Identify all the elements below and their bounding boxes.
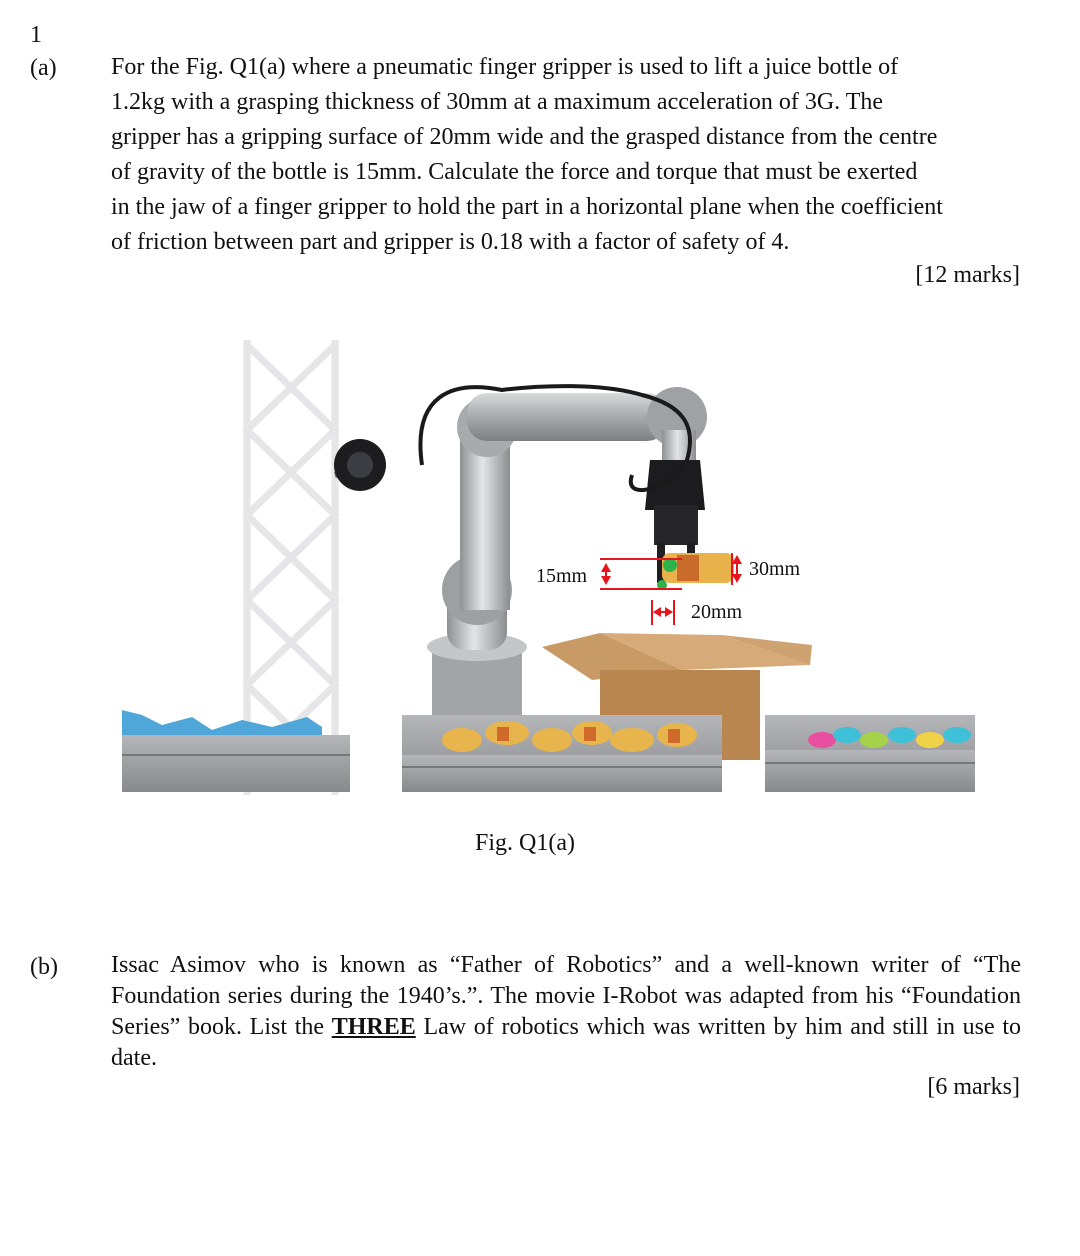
part-b-emphasis: THREE — [331, 1014, 416, 1040]
part-b-text — [111, 950, 1021, 1074]
part-a-line: gripper has a gripping surface of 20mm wide and the grasped distance from the centre — [111, 124, 938, 150]
part-a-line: of gravity of the bottle is 15mm. Calculate the force and torque that must be exerted — [111, 159, 918, 185]
part-a-line: 1.2kg with a grasping thickness of 30mm at a maximum acceleration of 3G. The — [111, 89, 884, 115]
part-b-marks: [6 marks] — [927, 1074, 1020, 1100]
thickness-label: 30mm — [749, 558, 801, 580]
part-a-text — [111, 50, 1021, 260]
camera — [334, 439, 386, 491]
part-a-line: in the jaw of a finger gripper to hold the part in a horizontal plane when the coefficient — [111, 194, 943, 220]
part-a-marks: [12 marks] — [915, 262, 1020, 288]
part-b-label: (b) — [30, 954, 58, 980]
part-a-line: For the Fig. Q1(a) where a pneumatic finger gripper is used to lift a juice bottle of — [111, 54, 899, 80]
question-number: 1 — [30, 22, 42, 48]
bin-middle — [402, 715, 722, 792]
figure-caption: Fig. Q1(a) — [475, 830, 575, 856]
part-a-line: of friction between part and gripper is 0.18 with a factor of safety of 4. — [111, 229, 790, 255]
bin-right — [765, 715, 975, 792]
part-b-text-after: Law of robotics which was written by him and still in use to date. — [111, 1014, 1021, 1071]
part-b-text-before: Issac Asimov who is known as “Father of Robotics” and a well-known writer of “The Foundation series during the 1940’s.”. The movie I-Robot was adapted from his “Foundation Series” book. List the — [111, 952, 1021, 1040]
robot-gripper-figure — [122, 335, 975, 795]
distance-label: 15mm — [536, 565, 588, 587]
part-a-label: (a) — [30, 55, 57, 81]
bin-left — [122, 710, 350, 792]
surface-label: 20mm — [691, 601, 743, 623]
